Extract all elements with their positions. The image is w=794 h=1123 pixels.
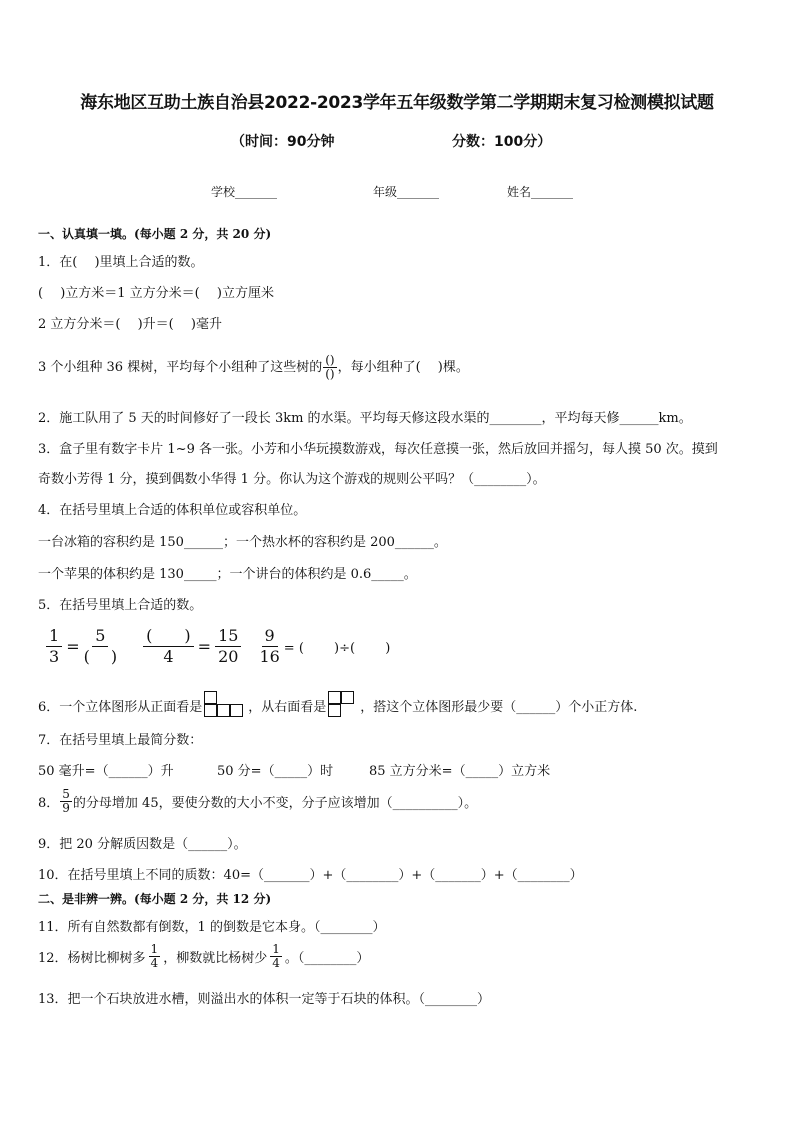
q13-text: 13．把一个石块放进水槽，则溢出水的体积一定等于石块的体积。（________）	[38, 992, 491, 1007]
q1-frac-den: ()	[325, 367, 335, 381]
q4-stem: 4．在括号里填上合适的体积单位或容积单位。	[38, 503, 307, 518]
q7-a: 50 毫升=（______）升	[38, 764, 174, 779]
q12-text-a: 12．杨树比柳树多	[38, 951, 146, 966]
q12-text-b: ，柳数就比杨树少	[163, 951, 268, 966]
right-view-figure	[328, 691, 358, 719]
q5-f5-num: 9	[262, 626, 278, 647]
q1-frac-num: ()	[325, 353, 335, 367]
q1-line1: ( )立方米＝1 立方分米＝( )立方厘米	[38, 286, 274, 301]
school-field: 学校_______	[211, 185, 278, 199]
q7-c: 85 立方分米=（_____）立方米	[369, 764, 551, 779]
q8-den: 9	[62, 801, 70, 815]
q9-text: 9．把 20 分解质因数是（______）。	[38, 837, 247, 852]
q6-text-b: ，从右面看是	[248, 699, 327, 715]
section-1-heading: 一、认真填一填。(每小题 2 分，共 20 分)	[38, 227, 272, 241]
q7-b: 50 分=（_____）时	[217, 764, 334, 779]
q5-tail: = ( )÷( )	[283, 641, 391, 656]
q12-num1: 1	[150, 942, 159, 956]
page-title: 海东地区互助土族自治县2022-2023学年五年级数学第二学期期末复习检测模拟试题	[80, 93, 714, 113]
q5-eq-2: =	[197, 637, 212, 656]
q1-fraction	[323, 354, 336, 381]
q5-equations	[46, 626, 390, 667]
q6-text-c: ，搭这个立体图形最少要（______）个小正方体.	[360, 699, 638, 715]
grade-field: 年级_______	[373, 185, 440, 199]
q12-den2: 4	[272, 956, 280, 970]
q8-fraction	[60, 788, 72, 815]
q7-stem: 7．在括号里填上最简分数：	[38, 733, 203, 748]
q5-f4-num: 15	[215, 626, 241, 647]
q1-line3	[38, 354, 469, 381]
q3-line1: 3．盒子里有数字卡片 1~9 各一张。小芳和小华玩摸数游戏，每次任意摸一张，然后放回并摇匀，每人摸 50 次。摸到	[38, 442, 718, 457]
q4-line2: 一个苹果的体积约是 130_____；一个讲台的体积约是 0.6_____。	[38, 567, 417, 582]
q12-num2: 1	[272, 942, 280, 956]
exam-time: （时间：90分钟	[231, 134, 335, 150]
q8-num: 5	[62, 787, 70, 801]
q5-frac-3	[143, 626, 194, 667]
q8-text: 的分母增加 45，要使分数的大小不变，分子应该增加（__________）。	[72, 796, 478, 811]
q12-line	[38, 943, 369, 970]
q5-frac-1	[46, 626, 62, 667]
q11-text: 11．所有自然数都有倒数，1 的倒数是它本身。（________）	[38, 920, 386, 935]
q8-line	[38, 788, 477, 815]
section-2-heading: 二、是非辨一辨。(每小题 2 分，共 12 分)	[38, 892, 272, 906]
q5-f3-num: ( )	[143, 626, 194, 647]
q3-line2: 奇数小芳得 1 分，摸到偶数小华得 1 分。你认为这个游戏的规则公平吗？（________）。	[38, 472, 546, 487]
q1-stem: 1．在( )里填上合适的数。	[38, 255, 204, 270]
q5-frac-5	[259, 626, 279, 667]
q5-f3-den: 4	[163, 647, 174, 666]
q5-f5-den: 16	[259, 647, 280, 666]
q6-line	[38, 691, 637, 719]
q1-line3-b: ，每小组种了( )棵。	[337, 360, 469, 375]
q12-fraction-2	[270, 943, 282, 970]
q5-f2-num: 5	[92, 626, 108, 647]
q1-line3-a: 3 个小组种 36 棵树，平均每个小组种了这些树的	[38, 360, 323, 375]
name-field: 姓名_______	[507, 185, 574, 199]
q5-f1-den: 3	[49, 647, 60, 666]
q2-text: 2．施工队用了 5 天的时间修好了一段长 3km 的水渠。平均每天修这段水渠的________，平均每天修______km。	[38, 411, 692, 426]
q5-f1-num: 1	[46, 626, 62, 647]
q5-frac-4	[215, 626, 241, 667]
q1-line2: 2 立方分米＝( )升＝( )毫升	[38, 317, 222, 332]
q5-frac-2	[84, 626, 118, 667]
front-view-figure	[204, 691, 246, 719]
q10-text: 10．在括号里填上不同的质数：40=（_______）+（________）+（_______）+（________）	[38, 868, 583, 883]
q12-fraction-1	[149, 943, 161, 970]
q5-f2-den: ( )	[83, 647, 118, 666]
q12-den1: 4	[150, 956, 159, 970]
q5-f4-den: 20	[218, 647, 239, 666]
q5-eq-1: =	[66, 637, 80, 656]
q8-prefix: 8．	[38, 796, 60, 811]
q4-line1: 一台冰箱的容积约是 150______；一个热水杯的容积约是 200______。	[38, 535, 447, 550]
q5-stem: 5．在括号里填上合适的数。	[38, 598, 203, 613]
q6-text-a: 6．一个立体图形从正面看是	[38, 699, 203, 715]
q12-text-c: 。（________）	[284, 951, 370, 966]
exam-score: 分数：100分）	[452, 134, 552, 150]
